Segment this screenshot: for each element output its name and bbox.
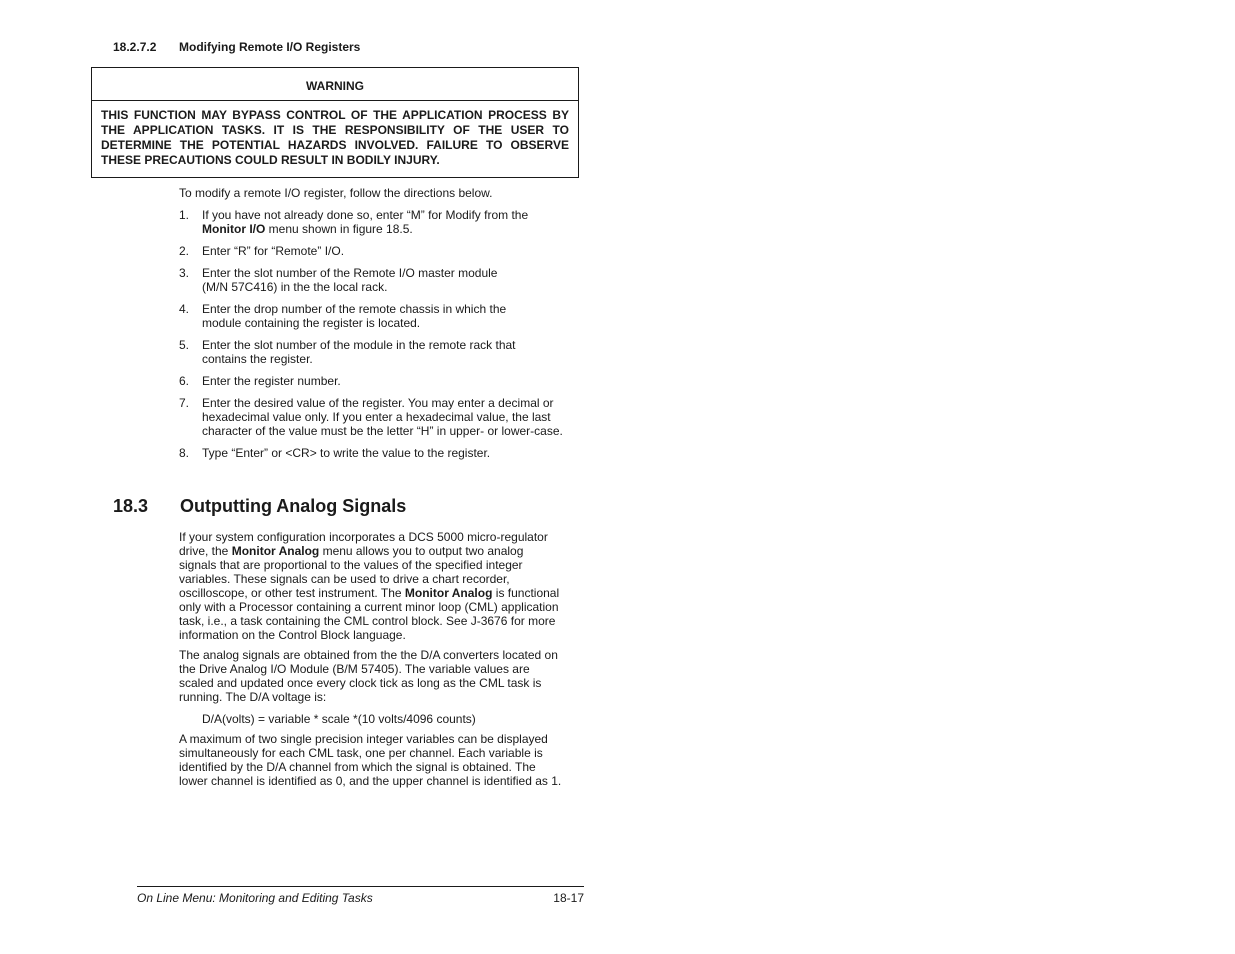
warning-title: WARNING	[92, 68, 578, 101]
section-heading	[113, 496, 406, 517]
paragraph-max-variables: A maximum of two single precision integer variables can be displayed simultaneously for each CML task, one per channel. Each variable is identified by the D/A channel from which the signal is obtained. The lower channel is identified as 0, and the upper channel is identified as 1.	[179, 732, 562, 788]
list-item: 4. Enter the drop number of the remote chassis in which the module containing the register is located.	[179, 302, 507, 330]
list-item: 6. Enter the register number.	[179, 374, 341, 388]
formula: D/A(volts) = variable * scale *(10 volts/4096 counts)	[202, 712, 476, 726]
list-item: 3. Enter the slot number of the Remote I/O master module (M/N 57C416) in the the local rack.	[179, 266, 498, 294]
list-item: 7. Enter the desired value of the register. You may enter a decimal or hexadecimal value only. If you enter a hexadecimal value, the last character of the value must be the letter “H” in upper- or lower-case.	[179, 396, 563, 438]
list-item: 1. If you have not already done so, enter “M” for Modify from the Monitor I/O menu shown in figure 18.5.	[179, 208, 529, 236]
list-item: 5. Enter the slot number of the module in the remote rack that contains the register.	[179, 338, 516, 366]
paragraph-monitor-analog: If your system configuration incorporates a DCS 5000 micro-regulator drive, the Monitor Analog menu allows you to output two analog signals that are proportional to the values of the specified integer variables. These signals can be used to drive a chart recorder, oscilloscope, or other test instrument. The Monitor Analog is functional only with a Processor containing a current minor loop (CML) application task, i.e., a task containing the CML control block. See J-3676 for more information on the Control Block language.	[179, 530, 560, 642]
paragraph-analog-signals: The analog signals are obtained from the the D/A converters located on the Drive Analog I/O Module (B/M 57405). The variable values are scaled and updated once every clock tick as long as the CML task is running. The D/A voltage is:	[179, 648, 558, 704]
intro-text: To modify a remote I/O register, follow the directions below.	[179, 186, 493, 200]
subsection-heading	[113, 40, 360, 54]
page-number: 18-17	[553, 891, 584, 905]
subsection-title: Modifying Remote I/O Registers	[179, 40, 361, 54]
warning-box	[91, 67, 579, 178]
footer-title: On Line Menu: Monitoring and Editing Tasks	[137, 891, 373, 905]
section-number: 18.3	[113, 496, 149, 516]
steps-list	[179, 208, 564, 468]
footer-rule	[137, 886, 584, 887]
section-title: Outputting Analog Signals	[180, 496, 407, 516]
warning-text: THIS FUNCTION MAY BYPASS CONTROL OF THE APPLICATION PROCESS BY THE APPLICATION TASKS. IT IS THE RESPONSIBILITY OF THE USER TO DETERMINE THE POTENTIAL HAZARDS INVOLVED. FAILURE TO OBSERVE THESE PRECAUTIONS COULD RESULT IN BODILY INJURY.	[101, 108, 569, 167]
list-item: 2. Enter “R” for “Remote” I/O.	[179, 244, 345, 258]
subsection-number: 18.2.7.2	[113, 40, 157, 54]
list-item: 8. Type “Enter” or <CR> to write the value to the register.	[179, 446, 491, 460]
